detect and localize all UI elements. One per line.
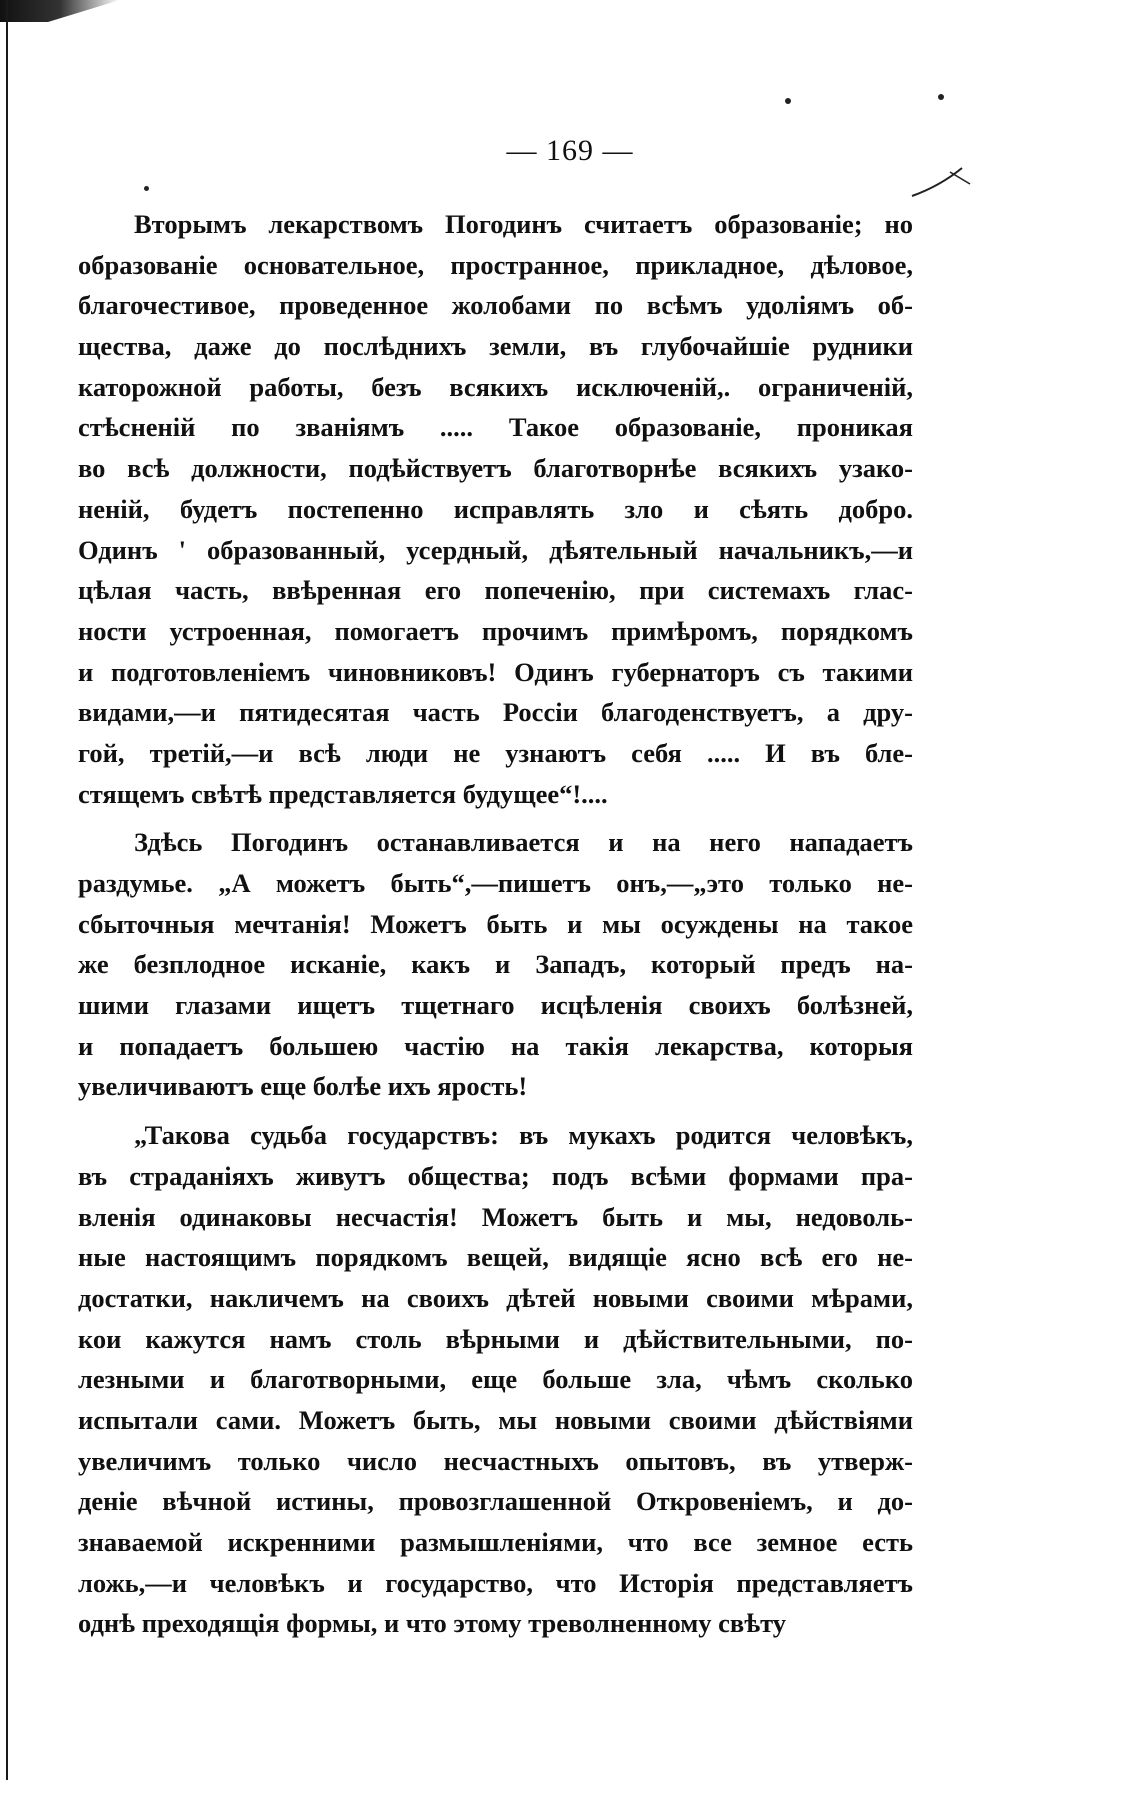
- pencil-mark: [910, 162, 980, 202]
- scan-speck: [938, 94, 944, 100]
- text-line: Здѣсь Погодинъ останавливается и на него нападаетъ: [134, 827, 913, 858]
- text-line: ности устроенная, помогаетъ прочимъ примѣромъ, порядкомъ: [78, 615, 913, 646]
- paragraph-gap: [78, 1107, 913, 1115]
- text-line: каторожной работы, безъ всякихъ исключеній,. ограниченій,: [78, 371, 913, 402]
- paragraph: [78, 822, 913, 1107]
- text-line: цѣлая часть, ввѣренная его попеченію, при системахъ глас-: [78, 575, 913, 606]
- text-line: Одинъ ' образованный, усердный, дѣятельный начальникъ,—и: [78, 534, 913, 565]
- text-line: ные настоящимъ порядкомъ вещей, видящіе ясно всѣ его не-: [78, 1242, 913, 1273]
- scan-speck: [144, 186, 149, 191]
- text-line: лезными и благотворными, еще больше зла, чѣмъ сколько: [78, 1364, 913, 1395]
- text-line: испытали сами. Можетъ быть, мы новыми своими дѣйствіями: [78, 1404, 913, 1435]
- text-line: ложь,—и человѣкъ и государство, что Исторія представляетъ: [78, 1567, 913, 1598]
- text-line: и попадаетъ большею частію на такія лекарства, которыя: [78, 1030, 913, 1061]
- scan-page-edge: [6, 0, 8, 1780]
- page-number: — 169 —: [506, 134, 634, 167]
- text-line: щества, даже до послѣднихъ земли, въ глубочайшіе рудники: [78, 331, 913, 362]
- text-line: гой, третій,—и всѣ люди не узнаютъ себя ..... И въ бле-: [78, 737, 913, 768]
- text-line: увеличимъ только число несчастныхъ опытовъ, въ утверж-: [78, 1445, 913, 1476]
- text-line: во всѣ должности, подѣйствуетъ благотворнѣе всякихъ узако-: [78, 453, 913, 484]
- text-line: же безплодное исканіе, какъ и Западъ, который предъ на-: [78, 949, 913, 980]
- scan-corner-smudge: [0, 0, 120, 22]
- text-line: деніе вѣчной истины, провозглашенной Откровеніемъ, и до-: [78, 1486, 913, 1517]
- text-line: образованіе основательное, пространное, прикладное, дѣловое,: [78, 249, 913, 280]
- text-line: видами,—и пятидесятая часть Россіи благоденствуетъ, а дру-: [78, 697, 913, 728]
- text-line: „Такова судьба государствъ: въ мукахъ родится человѣкъ,: [134, 1120, 913, 1151]
- text-line: вленія одинаковы несчастія! Можетъ быть и мы, недоволь-: [78, 1201, 913, 1232]
- paragraph-gap: [78, 814, 913, 822]
- text-line: стящемъ свѣтѣ представляется будущее“!....: [78, 778, 608, 809]
- text-line: въ страданіяхъ живутъ общества; подъ всѣми формами пра-: [78, 1160, 913, 1191]
- text-line: и подготовленіемъ чиновниковъ! Одинъ губернаторъ съ такими: [78, 656, 913, 687]
- text-line: достатки, накличемъ на своихъ дѣтей новыми своими мѣрами,: [78, 1282, 913, 1313]
- paragraph: [78, 204, 913, 814]
- text-line: благочестивое, проведенное жолобами по всѣмъ удоліямъ об-: [78, 290, 913, 321]
- text-line: знаваемой искренними размышленіями, что все земное есть: [78, 1527, 913, 1557]
- text-line: однѣ преходящія формы, и что этому треволненному свѣту: [78, 1608, 787, 1639]
- text-line: неній, будетъ постепенно исправлять зло и сѣять добро.: [78, 493, 913, 524]
- scan-speck: [785, 98, 791, 104]
- text-line: раздумье. „А можетъ быть“,—пишетъ онъ,—„это только не-: [78, 868, 913, 898]
- text-line: кои кажутся намъ столь вѣрными и дѣйствительными, по-: [78, 1323, 913, 1354]
- text-line: шими глазами ищетъ тщетнаго исцѣленія своихъ болѣзней,: [78, 990, 913, 1021]
- body-text: [78, 204, 913, 1644]
- text-line: стѣсненій по званіямъ ..... Такое образованіе, проникая: [78, 412, 913, 443]
- paragraph: [78, 1115, 913, 1644]
- text-line: увеличиваютъ еще болѣе ихъ ярость!: [78, 1071, 528, 1102]
- text-line: сбыточныя мечтанія! Можетъ быть и мы осуждены на такое: [78, 908, 913, 939]
- text-line: Вторымъ лекарствомъ Погодинъ считаетъ образованіе; но: [134, 209, 913, 239]
